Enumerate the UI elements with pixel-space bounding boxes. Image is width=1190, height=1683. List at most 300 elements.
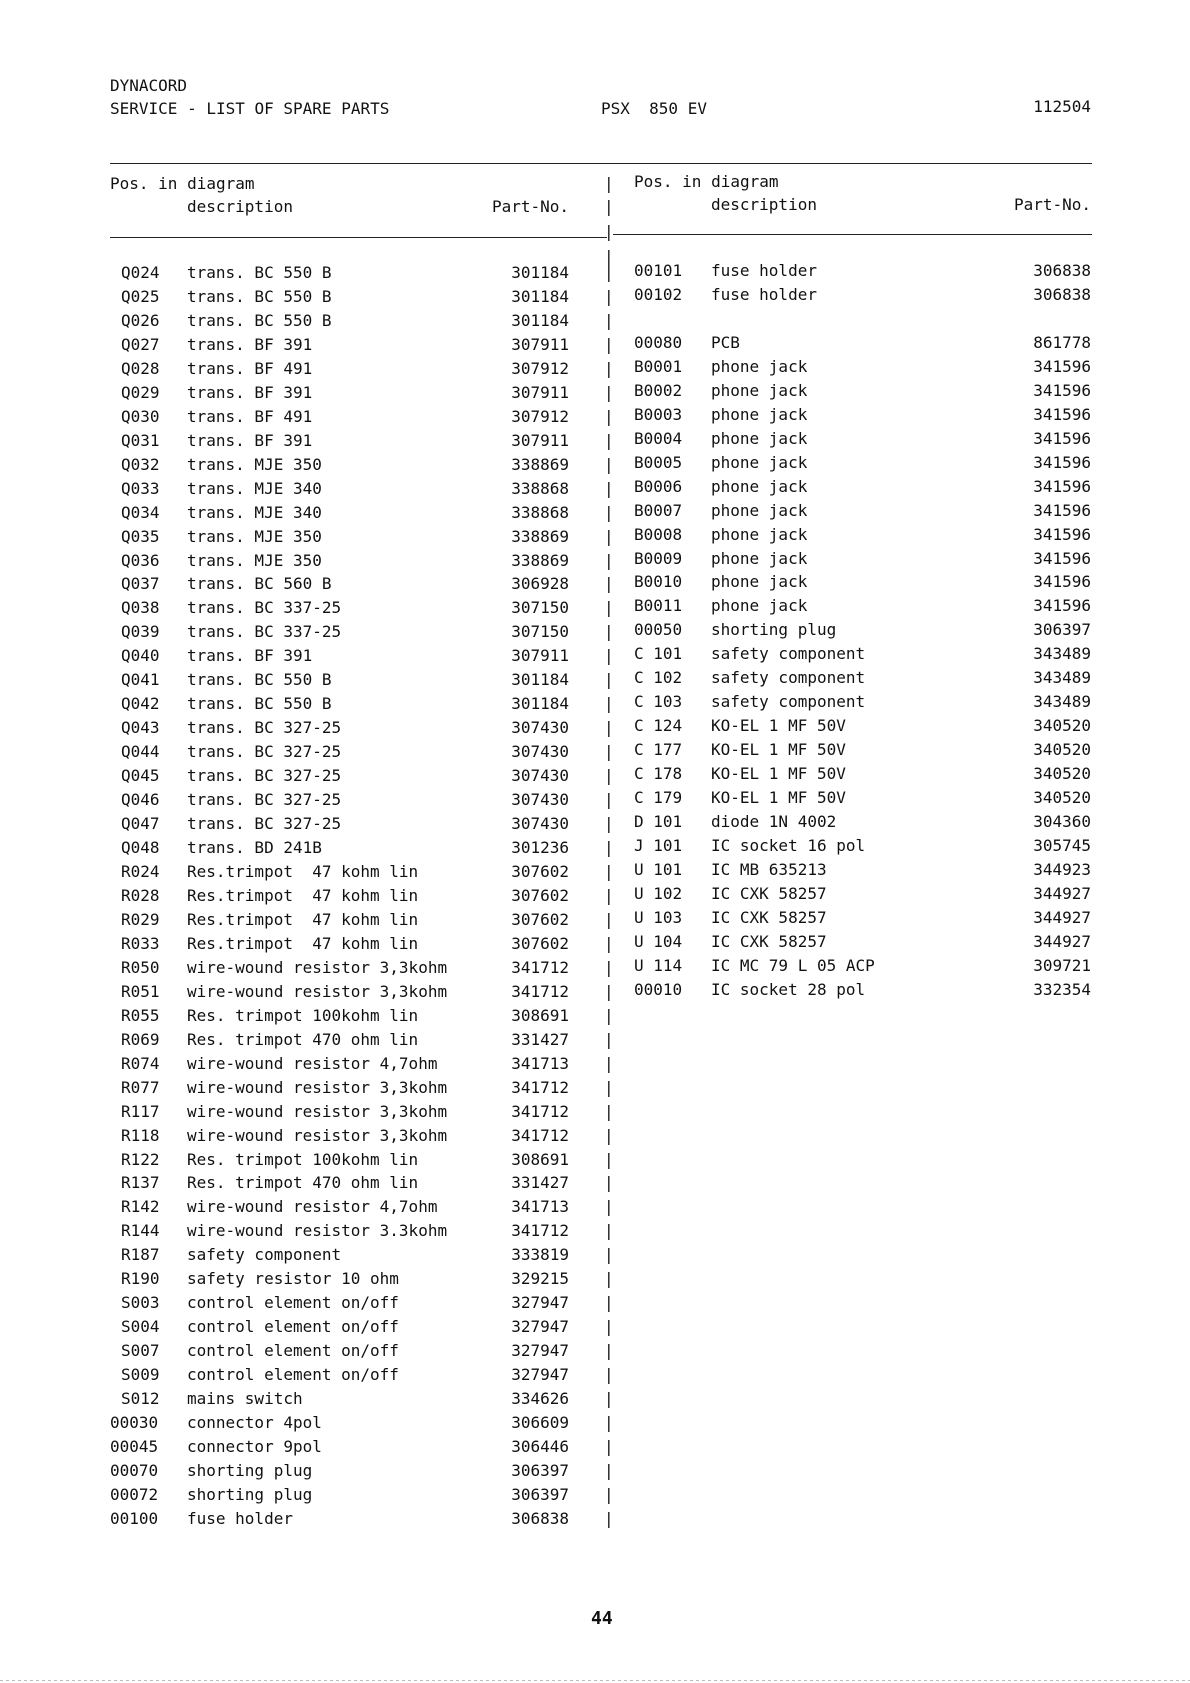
- part-description: trans. BC 550 B: [187, 287, 332, 306]
- position-code: C 101: [634, 644, 683, 663]
- header-separator: |: [604, 222, 614, 241]
- position-code: B0007: [634, 501, 683, 520]
- table-row: [0, 525, 1190, 545]
- part-number: 341712: [511, 1126, 569, 1145]
- column-separator: |: [604, 766, 614, 785]
- column-separator: |: [604, 311, 614, 330]
- part-description: Res.trimpot 47 kohm lin: [187, 862, 419, 881]
- position-code: Q032: [121, 455, 160, 474]
- table-row: [0, 572, 1190, 592]
- table-row: [0, 405, 1190, 425]
- position-code: R028: [121, 886, 160, 905]
- position-code: R187: [121, 1245, 160, 1264]
- part-description: IC CXK 58257: [711, 884, 827, 903]
- part-number: 307602: [511, 934, 569, 953]
- table-row: [0, 980, 1190, 1000]
- part-number: 341712: [511, 1221, 569, 1240]
- table-row: [0, 1126, 1190, 1146]
- part-number: 306838: [511, 1509, 569, 1528]
- part-number: 306446: [511, 1437, 569, 1456]
- part-description: phone jack: [711, 357, 808, 376]
- part-description: Res.trimpot 47 kohm lin: [187, 886, 419, 905]
- part-number: 307602: [511, 886, 569, 905]
- table-row: [0, 764, 1190, 784]
- position-code: R029: [121, 910, 160, 929]
- part-description: connector 4pol: [187, 1413, 322, 1432]
- table-row: [0, 501, 1190, 521]
- part-number: 341596: [1033, 381, 1091, 400]
- part-number: 333819: [511, 1245, 569, 1264]
- column-separator: |: [604, 814, 614, 833]
- table-row: [0, 1173, 1190, 1193]
- column-separator: |: [604, 1221, 614, 1240]
- position-code: S003: [121, 1293, 160, 1312]
- right-header-bottom-rule: [613, 234, 1092, 235]
- position-code: U 104: [634, 932, 683, 951]
- part-description: fuse holder: [711, 261, 817, 280]
- table-row: [0, 1150, 1190, 1170]
- column-separator: |: [604, 742, 614, 761]
- column-separator: |: [604, 646, 614, 665]
- position-code: 00101: [634, 261, 683, 280]
- part-number: 307150: [511, 622, 569, 641]
- model-name: PSX 850 EV: [601, 99, 707, 118]
- position-code: R024: [121, 862, 160, 881]
- column-separator: |: [604, 838, 614, 857]
- position-code: Q043: [121, 718, 160, 737]
- part-number: 338869: [511, 527, 569, 546]
- position-code: Q028: [121, 359, 160, 378]
- position-code: U 101: [634, 860, 683, 879]
- position-code: B0002: [634, 381, 683, 400]
- part-number: 338869: [511, 551, 569, 570]
- part-description: trans. BC 550 B: [187, 311, 332, 330]
- part-number: 327947: [511, 1341, 569, 1360]
- part-number: 338869: [511, 455, 569, 474]
- part-description: Res. trimpot 470 ohm lin: [187, 1030, 419, 1049]
- part-number: 307911: [511, 383, 569, 402]
- part-description: phone jack: [711, 596, 808, 615]
- part-number: 306397: [511, 1461, 569, 1480]
- column-separator: |: [604, 1173, 614, 1192]
- position-code: 00010: [634, 980, 683, 999]
- part-number: 327947: [511, 1317, 569, 1336]
- column-separator: |: [604, 1341, 614, 1360]
- part-number: 340520: [1033, 716, 1091, 735]
- column-separator: |: [604, 1389, 614, 1408]
- table-row: [0, 1485, 1190, 1505]
- part-number: 307430: [511, 790, 569, 809]
- part-number: 307430: [511, 718, 569, 737]
- part-number: 343489: [1033, 692, 1091, 711]
- part-number: 307912: [511, 407, 569, 426]
- part-description: trans. BC 327-25: [187, 814, 342, 833]
- table-row: [0, 381, 1190, 401]
- column-separator: |: [604, 1413, 614, 1432]
- table-row: [0, 716, 1190, 736]
- column-separator: |: [604, 455, 614, 474]
- part-number: 340520: [1033, 788, 1091, 807]
- part-description: Res. trimpot 470 ohm lin: [187, 1173, 419, 1192]
- part-description: safety component: [187, 1245, 342, 1264]
- part-description: control element on/off: [187, 1293, 399, 1312]
- document-title: SERVICE - LIST OF SPARE PARTS: [110, 99, 390, 118]
- part-number: 307912: [511, 359, 569, 378]
- part-description: safety resistor 10 ohm: [187, 1269, 399, 1288]
- part-description: connector 9pol: [187, 1437, 322, 1456]
- position-code: Q030: [121, 407, 160, 426]
- table-row: [0, 788, 1190, 808]
- part-number: 340520: [1033, 764, 1091, 783]
- part-description: control element on/off: [187, 1341, 399, 1360]
- part-description: wire-wound resistor 3,3kohm: [187, 1078, 448, 1097]
- position-code: R074: [121, 1054, 160, 1073]
- position-code: Q044: [121, 742, 160, 761]
- part-number: 307430: [511, 766, 569, 785]
- position-code: Q037: [121, 574, 160, 593]
- part-description: trans. BF 391: [187, 431, 313, 450]
- position-code: R144: [121, 1221, 160, 1240]
- part-description: trans. BF 391: [187, 335, 313, 354]
- part-description: fuse holder: [711, 285, 817, 304]
- right-pos-header: Pos. in diagram: [634, 172, 779, 191]
- column-separator: |: [604, 958, 614, 977]
- table-row: [0, 932, 1190, 952]
- part-description: Res.trimpot 47 kohm lin: [187, 934, 419, 953]
- position-code: 00050: [634, 620, 683, 639]
- column-separator: |: [604, 335, 614, 354]
- part-description: control element on/off: [187, 1365, 399, 1384]
- table-row: [0, 644, 1190, 664]
- left-part-header: Part-No.: [491, 197, 569, 216]
- table-row: [0, 477, 1190, 497]
- part-description: trans. MJE 350: [187, 527, 322, 546]
- part-number: 341713: [511, 1054, 569, 1073]
- position-code: Q033: [121, 479, 160, 498]
- position-code: C 124: [634, 716, 683, 735]
- column-separator: |: [604, 479, 614, 498]
- header-top-rule: [110, 163, 1092, 164]
- table-row: [0, 1389, 1190, 1409]
- position-code: C 177: [634, 740, 683, 759]
- position-code: 00072: [110, 1485, 159, 1504]
- table-row: [0, 357, 1190, 377]
- table-row: [0, 261, 1190, 281]
- position-code: C 102: [634, 668, 683, 687]
- document-number: 112504: [1033, 97, 1091, 116]
- position-code: S012: [121, 1389, 160, 1408]
- column-separator: |: [604, 1126, 614, 1145]
- part-description: wire-wound resistor 3,3kohm: [187, 958, 448, 977]
- part-number: 301184: [511, 311, 569, 330]
- table-row: [0, 549, 1190, 569]
- position-code: Q040: [121, 646, 160, 665]
- table-row: [0, 429, 1190, 449]
- part-description: wire-wound resistor 3.3kohm: [187, 1221, 448, 1240]
- table-row: [0, 333, 1190, 353]
- table-row: [0, 836, 1190, 856]
- position-code: Q035: [121, 527, 160, 546]
- part-number: 306397: [511, 1485, 569, 1504]
- column-separator: |: [604, 622, 614, 641]
- position-code: B0010: [634, 572, 683, 591]
- part-number: 334626: [511, 1389, 569, 1408]
- column-separator: |: [604, 886, 614, 905]
- position-code: B0009: [634, 549, 683, 568]
- position-code: R118: [121, 1126, 160, 1145]
- part-number: 331427: [511, 1173, 569, 1192]
- table-row: [0, 1437, 1190, 1457]
- column-separator: |: [604, 982, 614, 1001]
- position-code: B0005: [634, 453, 683, 472]
- column-separator: |: [604, 1485, 614, 1504]
- table-row: [0, 1461, 1190, 1481]
- part-number: 341596: [1033, 429, 1091, 448]
- position-code: 00030: [110, 1413, 159, 1432]
- part-number: 341596: [1033, 549, 1091, 568]
- part-number: 304360: [1033, 812, 1091, 831]
- right-description-header: description: [711, 195, 817, 214]
- part-number: 341713: [511, 1197, 569, 1216]
- header-separator: |: [604, 174, 614, 193]
- position-code: U 102: [634, 884, 683, 903]
- part-description: PCB: [711, 333, 740, 352]
- part-description: trans. BC 327-25: [187, 766, 342, 785]
- part-number: 307150: [511, 598, 569, 617]
- part-number: 343489: [1033, 668, 1091, 687]
- table-row: [0, 740, 1190, 760]
- part-description: trans. BC 550 B: [187, 263, 332, 282]
- column-separator: |: [604, 263, 614, 282]
- position-code: D 101: [634, 812, 683, 831]
- position-code: Q025: [121, 287, 160, 306]
- table-row: [0, 285, 1190, 305]
- part-description: IC MC 79 L 05 ACP: [711, 956, 875, 975]
- part-number: 341712: [511, 982, 569, 1001]
- position-code: B0008: [634, 525, 683, 544]
- position-code: B0004: [634, 429, 683, 448]
- part-description: phone jack: [711, 477, 808, 496]
- column-separator: |: [604, 287, 614, 306]
- part-description: shorting plug: [711, 620, 837, 639]
- scan-edge: [0, 1680, 1190, 1681]
- table-row: [0, 860, 1190, 880]
- part-description: trans. BF 491: [187, 407, 313, 426]
- part-number: 341712: [511, 1078, 569, 1097]
- table-row: [0, 1413, 1190, 1433]
- part-number: 341596: [1033, 596, 1091, 615]
- part-number: 305745: [1033, 836, 1091, 855]
- part-number: 306838: [1033, 261, 1091, 280]
- part-number: 343489: [1033, 644, 1091, 663]
- position-code: S009: [121, 1365, 160, 1384]
- position-code: C 178: [634, 764, 683, 783]
- part-number: 307430: [511, 814, 569, 833]
- part-number: 341712: [511, 958, 569, 977]
- part-description: wire-wound resistor 3,3kohm: [187, 1126, 448, 1145]
- position-code: 00045: [110, 1437, 159, 1456]
- part-description: wire-wound resistor 3,3kohm: [187, 1102, 448, 1121]
- table-row: [0, 1317, 1190, 1337]
- part-description: trans. BC 337-25: [187, 598, 342, 617]
- part-description: trans. BC 327-25: [187, 718, 342, 737]
- part-description: phone jack: [711, 549, 808, 568]
- position-code: Q046: [121, 790, 160, 809]
- part-number: 327947: [511, 1365, 569, 1384]
- part-number: 344923: [1033, 860, 1091, 879]
- column-separator: |: [604, 1245, 614, 1264]
- part-description: trans. MJE 350: [187, 455, 322, 474]
- part-number: 341596: [1033, 405, 1091, 424]
- position-code: R055: [121, 1006, 160, 1025]
- column-separator: |: [604, 1317, 614, 1336]
- part-description: trans. BC 550 B: [187, 694, 332, 713]
- part-description: trans. BC 560 B: [187, 574, 332, 593]
- part-number: 327947: [511, 1293, 569, 1312]
- part-number: 301236: [511, 838, 569, 857]
- part-description: control element on/off: [187, 1317, 399, 1336]
- position-code: R122: [121, 1150, 160, 1169]
- table-row: [0, 668, 1190, 688]
- position-code: Q042: [121, 694, 160, 713]
- position-code: Q041: [121, 670, 160, 689]
- table-row: [0, 1269, 1190, 1289]
- part-number: 301184: [511, 287, 569, 306]
- table-row: [0, 596, 1190, 616]
- position-code: R142: [121, 1197, 160, 1216]
- part-description: trans. MJE 340: [187, 503, 322, 522]
- position-code: 00102: [634, 285, 683, 304]
- part-description: wire-wound resistor 4,7ohm: [187, 1054, 438, 1073]
- part-description: trans. BC 327-25: [187, 790, 342, 809]
- part-number: 307602: [511, 910, 569, 929]
- part-description: KO-EL 1 MF 50V: [711, 716, 846, 735]
- part-description: trans. BC 550 B: [187, 670, 332, 689]
- part-description: KO-EL 1 MF 50V: [711, 764, 846, 783]
- position-code: U 103: [634, 908, 683, 927]
- position-code: Q039: [121, 622, 160, 641]
- part-description: mains switch: [187, 1389, 303, 1408]
- right-part-header: Part-No.: [1013, 195, 1091, 214]
- position-code: S007: [121, 1341, 160, 1360]
- column-separator: |: [604, 1461, 614, 1480]
- column-separator: |: [604, 1006, 614, 1025]
- part-number: 332354: [1033, 980, 1091, 999]
- position-code: B0011: [634, 596, 683, 615]
- table-row: [0, 956, 1190, 976]
- part-number: 341596: [1033, 572, 1091, 591]
- position-code: R069: [121, 1030, 160, 1049]
- part-description: IC CXK 58257: [711, 908, 827, 927]
- part-description: phone jack: [711, 453, 808, 472]
- part-description: trans. BF 491: [187, 359, 313, 378]
- part-number: 338868: [511, 503, 569, 522]
- position-code: B0003: [634, 405, 683, 424]
- part-number: 308691: [511, 1006, 569, 1025]
- column-separator: |: [604, 862, 614, 881]
- table-row: [0, 1030, 1190, 1050]
- column-separator: |: [604, 1197, 614, 1216]
- part-number: 306928: [511, 574, 569, 593]
- column-separator: |: [604, 574, 614, 593]
- position-code: 00080: [634, 333, 683, 352]
- part-description: phone jack: [711, 572, 808, 591]
- column-separator: |: [604, 1365, 614, 1384]
- table-row: [0, 1245, 1190, 1265]
- position-code: B0006: [634, 477, 683, 496]
- part-description: trans. MJE 350: [187, 551, 322, 570]
- part-description: phone jack: [711, 429, 808, 448]
- part-description: fuse holder: [187, 1509, 293, 1528]
- part-number: 344927: [1033, 908, 1091, 927]
- part-description: IC MB 635213: [711, 860, 827, 879]
- part-number: 341712: [511, 1102, 569, 1121]
- column-separator: |: [604, 910, 614, 929]
- column-separator: |: [604, 407, 614, 426]
- part-description: phone jack: [711, 501, 808, 520]
- part-description: Res. trimpot 100kohm lin: [187, 1006, 419, 1025]
- part-number: 307602: [511, 862, 569, 881]
- column-separator: |: [604, 527, 614, 546]
- part-description: safety component: [711, 692, 866, 711]
- position-code: Q038: [121, 598, 160, 617]
- part-number: 307911: [511, 646, 569, 665]
- table-row: [0, 1102, 1190, 1122]
- table-row: [0, 620, 1190, 640]
- header-separator: |: [604, 197, 614, 216]
- table-row: [0, 1341, 1190, 1361]
- part-number: 301184: [511, 694, 569, 713]
- part-description: safety component: [711, 644, 866, 663]
- part-description: trans. BF 391: [187, 383, 313, 402]
- part-description: diode 1N 4002: [711, 812, 837, 831]
- part-description: phone jack: [711, 381, 808, 400]
- part-number: 344927: [1033, 932, 1091, 951]
- position-code: R117: [121, 1102, 160, 1121]
- column-separator: |: [604, 1030, 614, 1049]
- position-code: Q024: [121, 263, 160, 282]
- part-description: trans. BD 241B: [187, 838, 322, 857]
- position-code: Q047: [121, 814, 160, 833]
- position-code: Q048: [121, 838, 160, 857]
- position-code: Q027: [121, 335, 160, 354]
- table-row: [0, 309, 1190, 329]
- position-code: Q026: [121, 311, 160, 330]
- position-code: S004: [121, 1317, 160, 1336]
- column-separator: |: [604, 383, 614, 402]
- part-description: phone jack: [711, 405, 808, 424]
- column-separator: |: [604, 1293, 614, 1312]
- part-number: 306838: [1033, 285, 1091, 304]
- position-code: 00070: [110, 1461, 159, 1480]
- column-separator: |: [604, 1150, 614, 1169]
- position-code: Q034: [121, 503, 160, 522]
- part-number: 341596: [1033, 525, 1091, 544]
- part-description: Res.trimpot 47 kohm lin: [187, 910, 419, 929]
- column-separator: |: [604, 1509, 614, 1528]
- part-number: 341596: [1033, 357, 1091, 376]
- left-pos-header: Pos. in diagram: [110, 174, 255, 193]
- table-row: [0, 1221, 1190, 1241]
- part-description: shorting plug: [187, 1485, 313, 1504]
- header-separator: |: [604, 247, 614, 266]
- part-number: 307430: [511, 742, 569, 761]
- part-number: 308691: [511, 1150, 569, 1169]
- part-description: trans. MJE 340: [187, 479, 322, 498]
- column-separator: |: [604, 1078, 614, 1097]
- table-row: [0, 1293, 1190, 1313]
- table-row: [0, 1078, 1190, 1098]
